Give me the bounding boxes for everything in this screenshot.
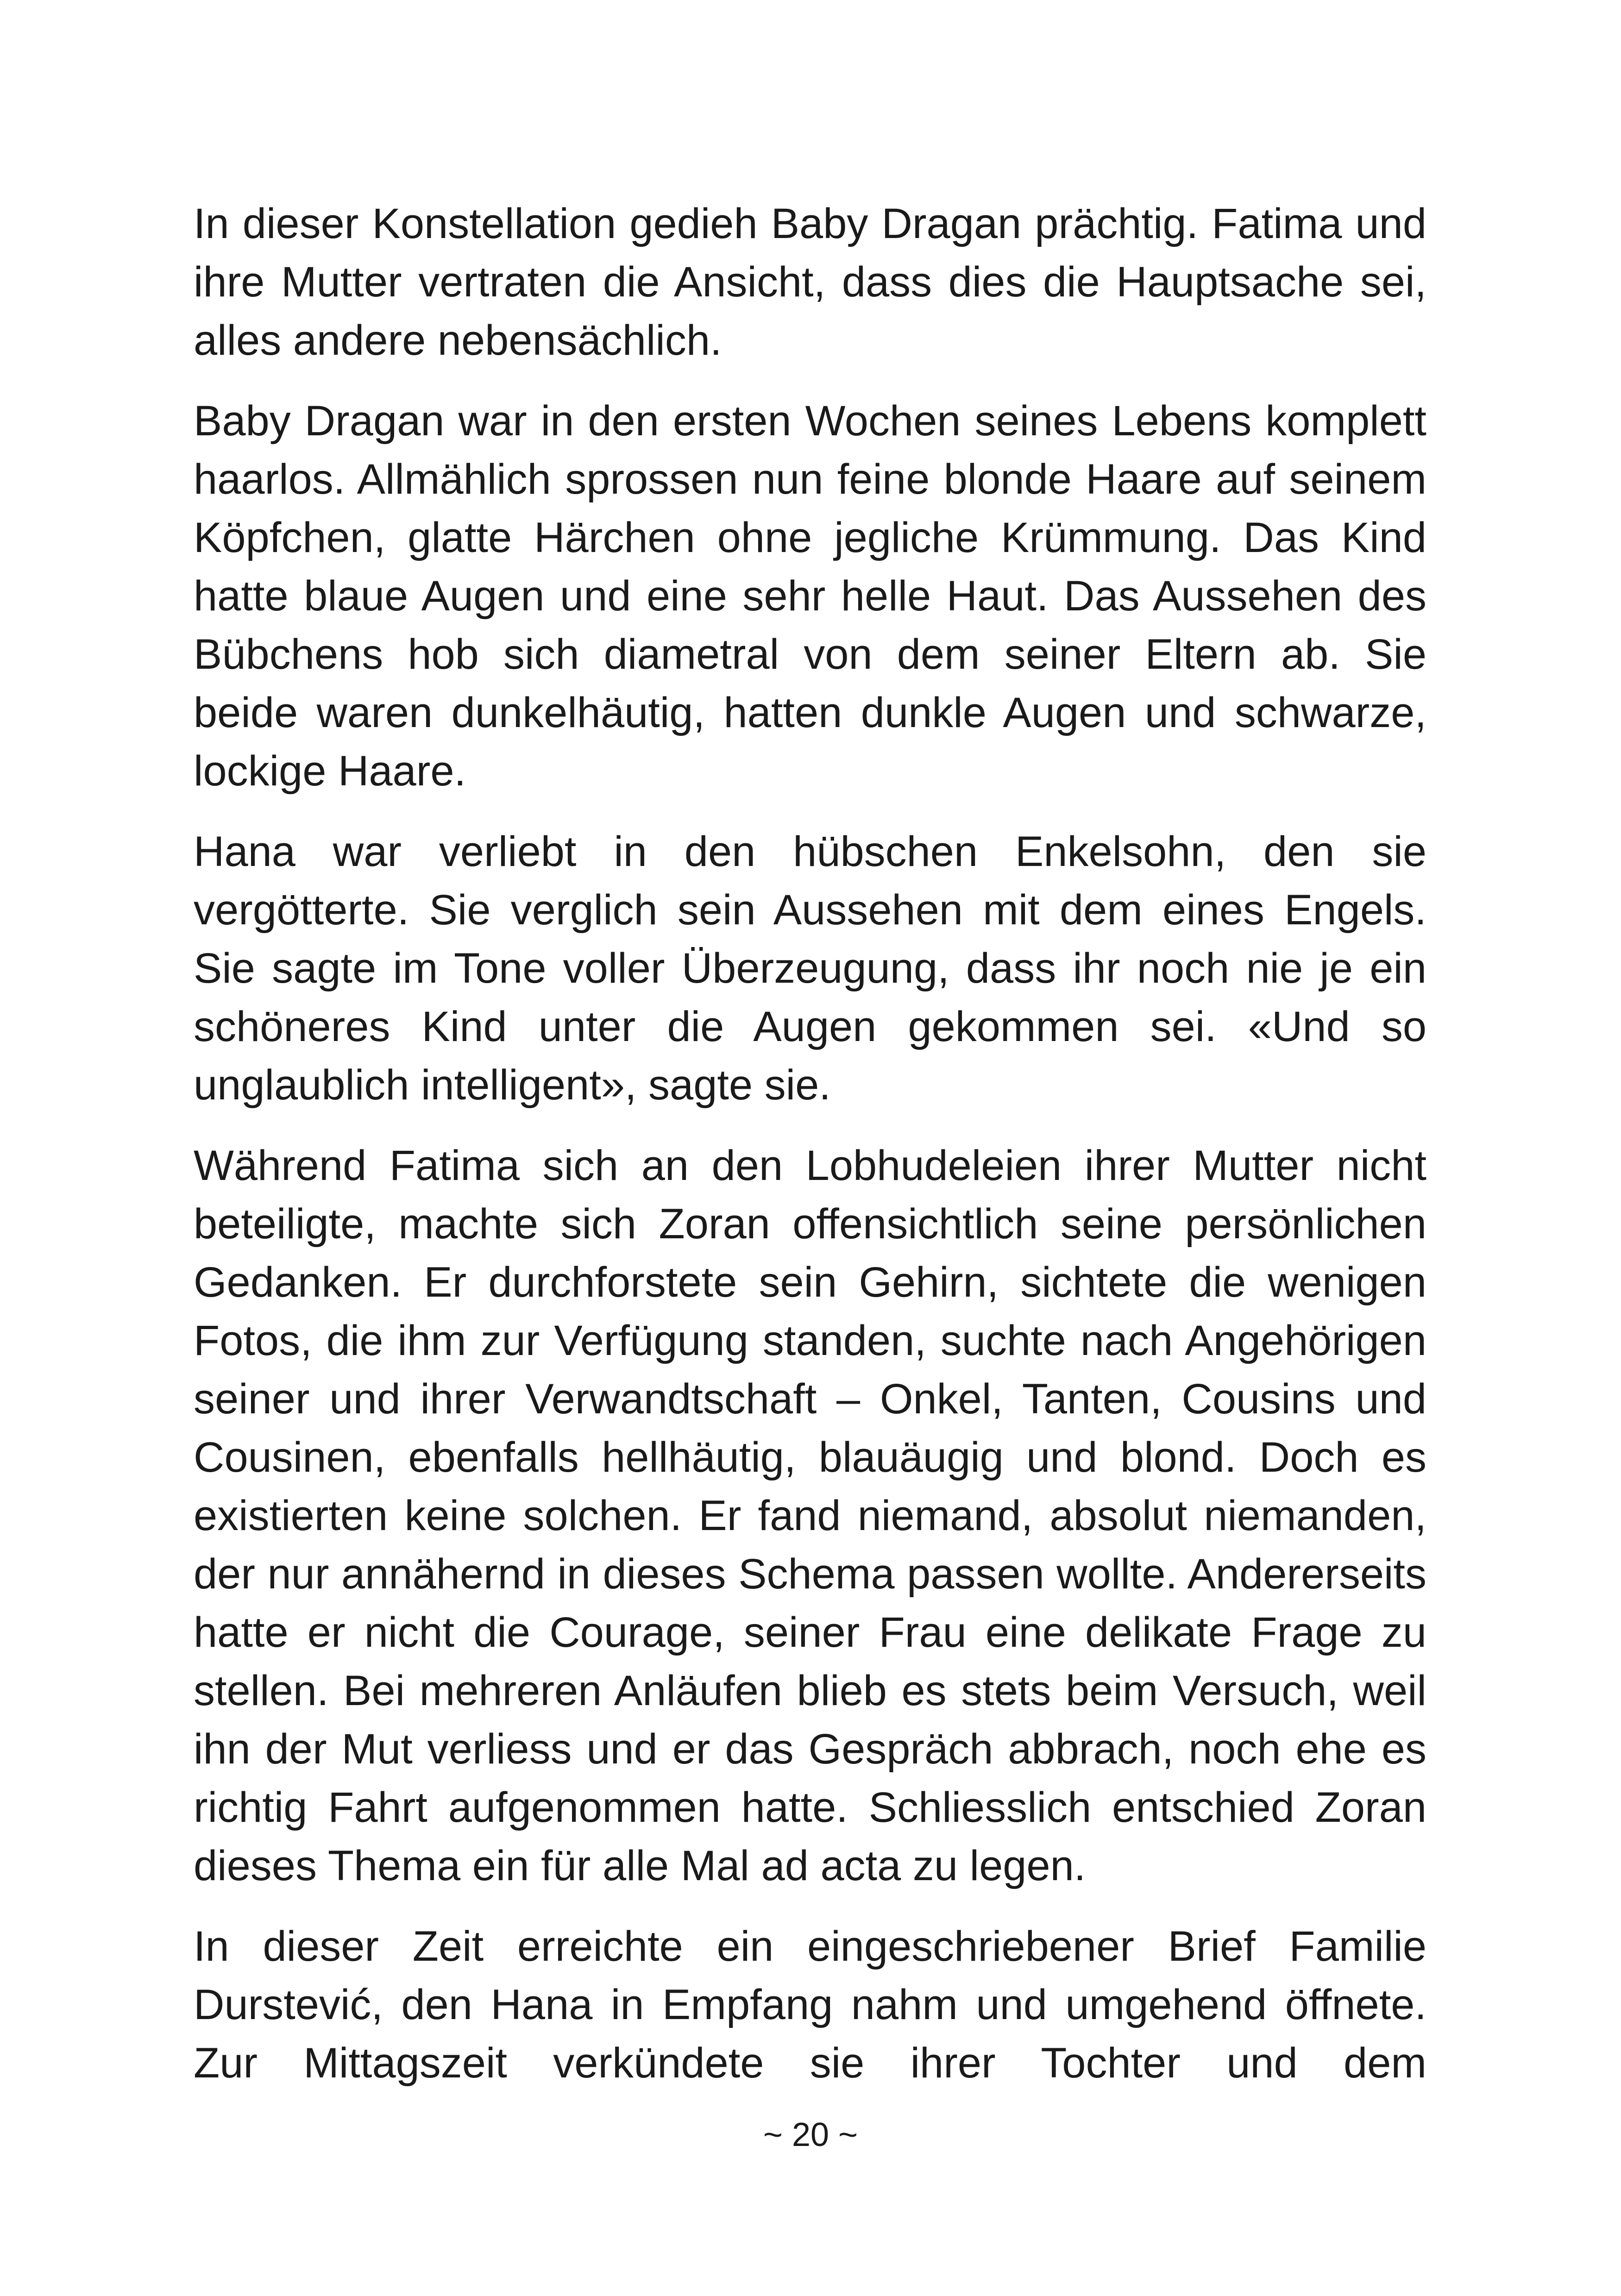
- paragraph-3: Hana war verliebt in den hübschen Enkelsohn, den sie vergötterte. Sie verglich sein Aussehen mit dem eines Engels. Sie sagte im Tone voller Überzeugung, dass ihr noch nie je ein schöneres Kind unter die Augen gekommen sei. «Und so unglaublich intelligent», sagte sie.: [194, 828, 1426, 1109]
- paragraph-5: In dieser Zeit erreichte ein eingeschriebener Brief Familie Durstević, den Hana in Empfang nahm und umgehend öffnete. Zur Mittagszeit verkündete sie ihrer Tochter und dem: [194, 1923, 1426, 2087]
- page-number: ~ 20 ~: [763, 2116, 858, 2153]
- paragraph-4: Während Fatima sich an den Lobhudeleien ihrer Mutter nicht beteiligte, machte sich Zoran offensichtlich seine persönlichen Gedanken. Er durchforstete sein Gehirn, sichtete die wenigen Fotos, die ihm zur Verfügung standen, suchte nach Angehörigen seiner und ihrer Verwandtschaft – Onkel, Tanten, Cousins und Cousinen, ebenfalls hellhäutig, blauäugig und blond. Doch es existierten keine solchen. Er fand niemand, absolut niemanden, der nur annähernd in dieses Schema passen wollte. Andererseits hatte er nicht die Courage, seiner Frau eine delikate Frage zu stellen. Bei mehreren Anläufen blieb es stets beim Versuch, weil ihn der Mut verliess und er das Gespräch abbrach, noch ehe es richtig Fahrt aufgenommen hatte. Schliesslich entschied Zoran dieses Thema ein für alle Mal ad acta zu legen.: [194, 1142, 1426, 1889]
- body-text: [194, 194, 1426, 2092]
- paragraph-1: In dieser Konstellation gedieh Baby Dragan prächtig. Fatima und ihre Mutter vertraten die Ansicht, dass dies die Hauptsache sei, alles andere nebensächlich.: [194, 200, 1426, 364]
- paragraph-2: Baby Dragan war in den ersten Wochen seines Lebens komplett haarlos. Allmählich sprossen nun feine blonde Haare auf seinem Köpfchen, glatte Härchen ohne jegliche Krümmung. Das Kind hatte blaue Augen und eine sehr helle Haut. Das Aussehen des Bübchens hob sich diametral von dem seiner Eltern ab. Sie beide waren dunkelhäutig, hatten dunkle Augen und schwarze, lockige Haare.: [194, 397, 1426, 795]
